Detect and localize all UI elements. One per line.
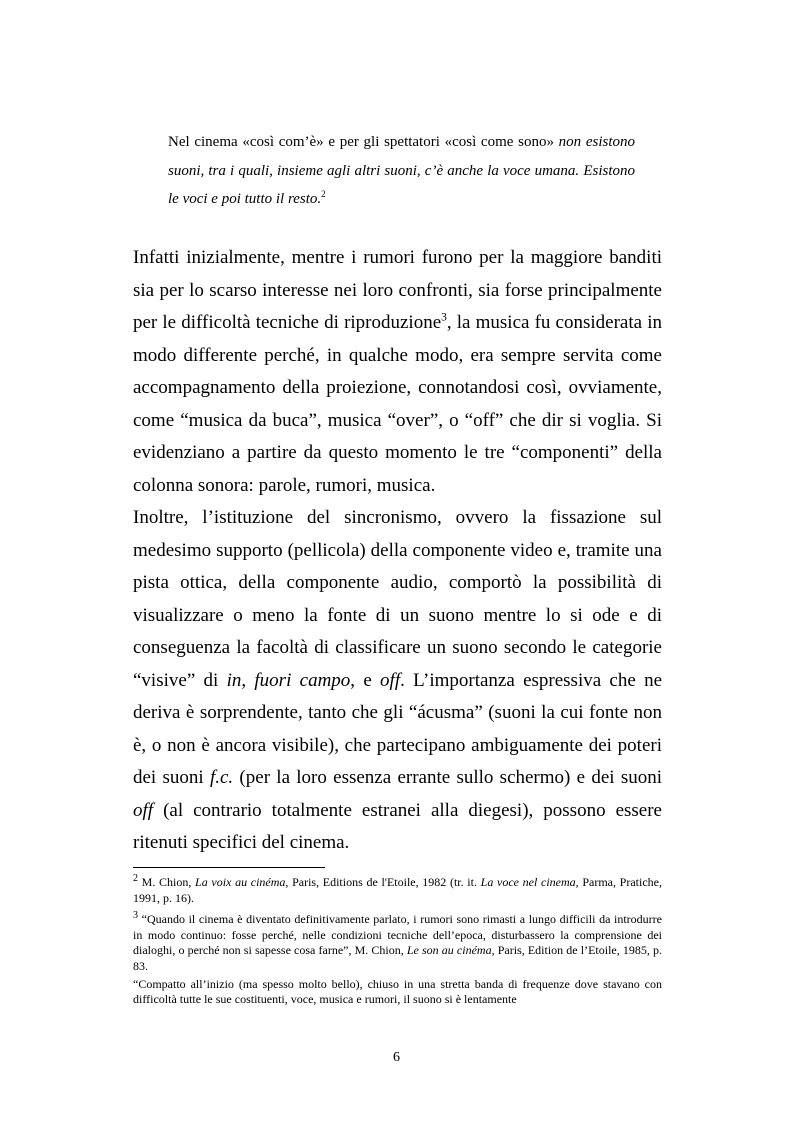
footnote-separator xyxy=(133,867,325,868)
footnote-ref-2[interactable]: 2 xyxy=(321,189,326,199)
paragraph-1-text: Infatti inizialmente, mentre i rumori furono per la maggiore banditi sia per lo scarso interesse nei loro confronti, sia forse principalmente per le difficoltà tecniche di riproduzione xyxy=(133,247,662,333)
footnote-text: “Quando il cinema è diventato definitivamente parlato, i rumori sono rimasti a lungo difficili da introdurre in modo continuo: fosse perché, nelle condizioni tecniche dell’epoca, disturbassero la comprensione dei dialoghi, o perché non si sapesse cosa farne”, M. Chion, xyxy=(133,912,662,958)
term-off: off xyxy=(133,799,154,821)
footnote-ref-3[interactable]: 3 xyxy=(441,311,447,324)
quote-italic-text: non esistono suoni, tra i quali, insieme agli altri suoni, c’è anche la voce umana. Esistono le voci e poi tutto il resto. xyxy=(168,134,635,207)
body-text xyxy=(133,242,662,860)
footnote-title: Le son au cinéma xyxy=(406,943,492,958)
term-off: off xyxy=(380,669,401,691)
footnote-mark-3: 3 xyxy=(133,910,138,922)
paragraph-2 xyxy=(133,502,662,860)
quote-text: Nel cinema «così com’è» e per gli spettatori «così come sono» xyxy=(168,134,559,150)
footnote-3 xyxy=(133,908,662,974)
paragraph-1-text-cont: , la musica fu considerata in modo differente perché, in qualche modo, era sempre servita come accompagnamento della proiezione, connotandosi così, ovviamente, come “musica da buca”, musica “over”, o “off” che dir si voglia. Si evidenziano a partire da questo momento le tre “componenti” della colonna sonora: parole, rumori, musica. xyxy=(133,312,662,496)
paragraph-2-text: Inoltre, l’istituzione del sincronismo, ovvero la fissazione sul medesimo supporto (pellicola) della componente video e, tramite una pista ottica, della componente audio, comportò la possibilità di visualizzare o meno la fonte di un suono mentre lo si ode e di conseguenza la facoltà di classificare un suono secondo le categorie “visive” di xyxy=(133,507,662,691)
term-fc: f.c. xyxy=(209,767,234,788)
footnote-mark-2: 2 xyxy=(133,873,138,884)
term-fuori-campo: fuori campo xyxy=(254,669,351,691)
paragraph-2-text: (per la loro essenza errante sullo schermo) e dei suoni xyxy=(233,767,662,788)
term-in: in xyxy=(226,669,242,691)
block-quote xyxy=(168,128,635,214)
footnote-text: , Parma, Pratiche, 1991, p. 16). xyxy=(133,875,663,905)
paragraph-1 xyxy=(133,242,662,502)
footnote-text: , Paris, Editions de l'Etoile, 1982 (tr. it. xyxy=(285,875,481,889)
footnote-text: , Paris, Edition de l’Etoile, 1985, p. 83. xyxy=(133,943,662,973)
paragraph-2-text: . L’importanza espressiva che ne deriva è sorprendente, tanto che gli “ácusma” (suoni la cui fonte non è, o non è ancora visibile), che partecipano ambiguamente dei poteri dei suoni xyxy=(133,669,663,788)
footnote-title: La voce nel cinema xyxy=(480,875,576,889)
footnote-title: La voix au cinéma xyxy=(195,875,286,889)
footnote-2 xyxy=(133,871,662,906)
footnotes xyxy=(133,871,662,1010)
footnote-3-continued: “Compatto all’inizio (ma spesso molto bello), chiuso in una stretta banda di frequenze dove stavano con difficoltà tutte le sue costituenti, voce, musica e rumori, il suono si è lentamente xyxy=(133,976,662,1007)
paragraph-2-text: (al contrario totalmente estranei alla diegesi), possono essere ritenuti specifici del cinema. xyxy=(133,799,662,853)
footnote-text: M. Chion, xyxy=(138,875,196,889)
paragraph-2-text: , xyxy=(241,669,255,691)
page-number: 6 xyxy=(393,1050,400,1065)
paragraph-2-text: , e xyxy=(350,669,381,691)
